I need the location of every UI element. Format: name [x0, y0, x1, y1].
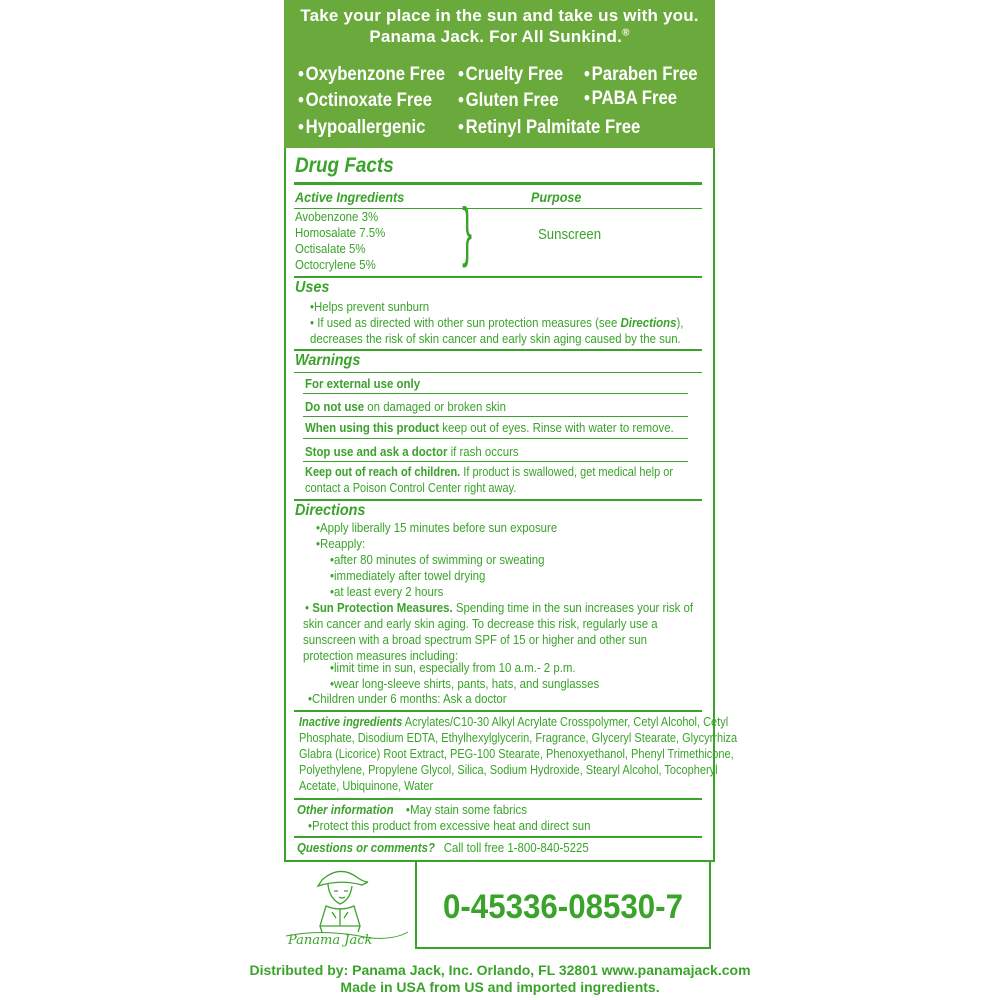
spm-item-1: • limit time in sun, especially from 10 a.m.- 2 p.m.	[330, 660, 576, 675]
panama-jack-signature	[286, 932, 408, 948]
inactive-ingredients-line-3: Glabra (Licorice) Root Extract, PEG-100 Stearate, Phenoxyethanol, Phenyl Trimethicone,	[299, 747, 734, 761]
other-info-item-2: • Protect this product from excessive heat and direct sun	[308, 818, 591, 833]
keep-out-text: If product is swallowed, get medical help or	[460, 465, 674, 479]
claim-octinoxate-free: • Octinoxate Free	[298, 90, 432, 112]
panama-jack-logo	[284, 860, 415, 949]
inactive-ingredients-line-5: Acetate, Ubiquinone, Water	[299, 779, 434, 793]
ingredient-homosalate: Homosalate 7.5%	[295, 225, 386, 240]
directions-apply: • Apply liberally 15 minutes before sun exposure	[316, 520, 557, 535]
ingredient-avobenzone: Avobenzone 3%	[295, 209, 379, 224]
spm-text-3: sunscreen with a broad spectrum SPF of 15 or higher and other sun	[303, 632, 648, 647]
uses-rule	[294, 276, 702, 278]
questions-heading: Questions or comments?	[297, 840, 435, 855]
ingredient-octocrylene: Octocrylene 5%	[295, 257, 376, 272]
warning-keep-out-line-2: contact a Poison Control Center right away.	[305, 481, 517, 495]
sun-protection-measures: • Sun Protection Measures. Spending time in the sun increases your risk of	[305, 600, 694, 615]
ingredients-brace: }	[462, 194, 472, 268]
claim-paba-free: • PABA Free	[584, 88, 677, 110]
warning-rule-4	[303, 461, 688, 462]
warnings-top-rule	[294, 372, 702, 373]
tagline-text: Panama Jack. For All Sunkind.	[369, 27, 623, 46]
purpose-heading: Purpose	[531, 189, 582, 205]
upc-box	[415, 860, 711, 949]
spm-label: Sun Protection Measures.	[312, 600, 453, 615]
when-using-label: When using this product	[305, 420, 440, 435]
reapply-item-3: • at least every 2 hours	[330, 584, 443, 599]
inactive-ingredients-line-2: Phosphate, Disodium EDTA, Ethylhexylglycerin, Fragrance, Glyceryl Stearate, Glycyrrhiza	[299, 731, 738, 745]
claim-cruelty-free: • Cruelty Free	[458, 64, 563, 86]
stop-use-label: Stop use and ask a doctor	[305, 444, 448, 459]
claim-retinyl-palmitate-free: • Retinyl Palmitate Free	[458, 117, 640, 139]
when-using-text: keep out of eyes. Rinse with water to remove.	[439, 420, 674, 435]
distributor-line: Distributed by: Panama Jack, Inc. Orlando, FL 32801 www.panamajack.com	[249, 962, 751, 978]
inactive-rule	[294, 710, 702, 712]
do-not-use-label: Do not use	[305, 399, 365, 414]
warning-when-using	[305, 420, 674, 435]
registered-mark: ®	[622, 27, 630, 39]
warning-rule-1	[303, 393, 688, 394]
inactive-heading: Inactive ingredients	[299, 715, 403, 729]
reapply-item-2: • immediately after towel drying	[330, 568, 485, 583]
inactive-ingredients-line-4: Polyethylene, Propylene Glycol, Silica, Sodium Hydroxide, Stearyl Alcohol, Tocopheryl	[299, 763, 718, 777]
directions-children: • Children under 6 months: Ask a doctor	[308, 691, 507, 706]
active-ingredients-heading: Active Ingredients	[295, 189, 405, 205]
spm-text-2: skin cancer and early skin aging. To decrease this risk, regularly use a	[303, 616, 658, 631]
stop-use-text: if rash occurs	[447, 444, 519, 459]
upc-number: 0-45336-08530-7	[442, 888, 684, 926]
warning-keep-out	[305, 465, 673, 479]
uses-heading: Uses	[295, 279, 330, 296]
warnings-heading: Warnings	[295, 352, 361, 369]
uses-item-1: • Helps prevent sunburn	[310, 299, 429, 314]
spm-text-1: Spending time in the sun increases your risk of	[452, 600, 694, 615]
warnings-rule	[294, 349, 702, 351]
claim-paraben-free: • Paraben Free	[584, 64, 698, 86]
other-info-rule	[294, 798, 702, 800]
questions-rule	[294, 836, 702, 838]
drug-facts-title: Drug Facts	[295, 154, 394, 177]
reapply-item-1: • after 80 minutes of swimming or sweating	[330, 552, 544, 567]
directions-reference: Directions	[620, 315, 677, 330]
drug-facts-panel	[284, 148, 738, 862]
purpose-sunscreen: Sunscreen	[538, 226, 602, 243]
other-info-item-1: • May stain some fabrics	[406, 802, 527, 817]
claim-hypoallergenic: • Hypoallergenic	[298, 117, 425, 139]
ingredient-octisalate: Octisalate 5%	[295, 241, 366, 256]
panama-jack-figure-icon	[284, 860, 415, 949]
uses-item-2-text: If used as directed with other sun protection measures (see	[317, 315, 621, 330]
other-information-line-1	[297, 802, 527, 817]
uses-item-2: • If used as directed with other sun protection measures (see Directions),	[310, 315, 684, 330]
warning-rule-3	[303, 438, 688, 439]
made-in-usa-line: Made in USA from US and imported ingredients.	[340, 979, 660, 995]
directions-reapply: • Reapply:	[316, 536, 365, 551]
uses-item-2-end: ),	[676, 315, 684, 330]
tagline-line-2	[284, 27, 715, 47]
inactive-text-1: Acrylates/C10-30 Alkyl Acrylate Crosspolymer, Cetyl Alcohol, Cetyl	[402, 715, 729, 729]
keep-out-label: Keep out of reach of children.	[305, 465, 461, 479]
toll-free-number: Call toll free 1-800-840-5225	[443, 840, 589, 855]
spm-item-2: • wear long-sleeve shirts, pants, hats, and sunglasses	[330, 676, 599, 691]
warning-stop-use	[305, 444, 519, 459]
warning-do-not-use	[305, 399, 506, 414]
tagline-line-1: Take your place in the sun and take us with you.	[300, 6, 699, 25]
questions-line	[297, 840, 589, 855]
title-rule	[294, 182, 702, 185]
uses-item-2-line-2: decreases the risk of skin cancer and early skin aging caused by the sun.	[310, 331, 681, 346]
claim-oxybenzone-free: • Oxybenzone Free	[298, 64, 445, 86]
spm-text-4: protection measures including:	[303, 648, 459, 663]
warning-external-use: For external use only	[305, 376, 421, 391]
do-not-use-text: on damaged or broken skin	[364, 399, 506, 414]
warning-rule-2	[303, 416, 688, 417]
other-info-heading: Other information	[297, 802, 394, 817]
claim-gluten-free: • Gluten Free	[458, 90, 559, 112]
inactive-ingredients-line-1	[299, 715, 728, 729]
directions-rule	[294, 499, 702, 501]
signature-text: Panama Jack	[288, 933, 373, 948]
directions-heading: Directions	[295, 502, 366, 519]
claims-banner	[284, 0, 715, 148]
